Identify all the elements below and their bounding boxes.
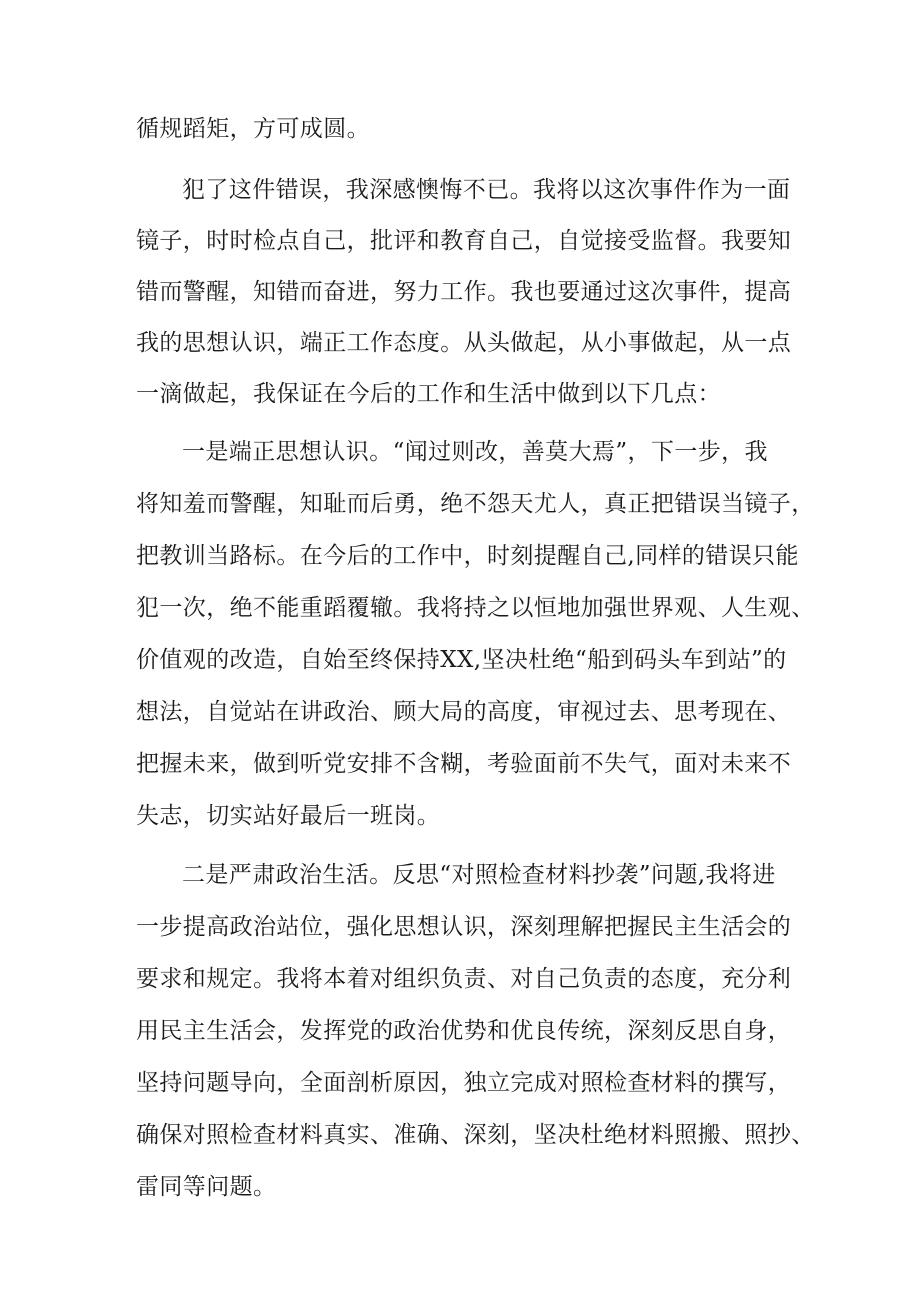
- paragraph-2-line-5: 一滴做起，我保证在今后的工作和生活中做到以下几点：: [136, 381, 721, 407]
- paragraph-1-line-1: 循规蹈矩，方可成圆。: [136, 116, 370, 142]
- paragraph-4-line-3: 要求和规定。我将本着对组织负责、对自己负责的态度，充分利: [136, 966, 792, 992]
- paragraph-3-line-6: 想法，自觉站在讲政治、顾大局的高度，审视过去、思考现在、: [136, 699, 792, 725]
- paragraph-3-line-2: 将知羞而警醒，知耻而后勇，绝不怨天尤人，真正把错误当镜子，: [136, 491, 815, 517]
- paragraph-4-line-7: 雷同等问题。: [136, 1174, 277, 1200]
- paragraph-3-line-4: 犯一次，绝不能重蹈覆辙。我将持之以恒地加强世界观、人生观、: [136, 595, 815, 621]
- paragraph-4-line-2: 一步提高政治站位，强化思想认识，深刻理解把握民主生活会的: [136, 914, 792, 940]
- paragraph-2-line-2: 镜子，时时检点自己，批评和教育自己，自觉接受监督。我要知: [136, 228, 792, 254]
- paragraph-4-line-1: 二是严肃政治生活。反思“对照检查材料抄袭”问题,我将进: [182, 862, 776, 888]
- paragraph-4-line-4: 用民主生活会，发挥党的政治优势和优良传统，深刻反思自身，: [136, 1018, 792, 1044]
- paragraph-3-line-3: 把教训当路标。在今后的工作中，时刻提醒自己,同样的错误只能: [136, 543, 799, 569]
- paragraph-3-line-7: 把握未来，做到听党安排不含糊，考验面前不失气，面对未来不: [136, 751, 792, 777]
- paragraph-3-line-8: 失志，切实站好最后一班岗。: [136, 803, 441, 829]
- paragraph-3-line-5: 价值观的改造，自始至终保持XX,坚决杜绝“船到码头车到站”的: [136, 647, 787, 673]
- paragraph-4-line-6: 确保对照检查材料真实、准确、深刻，坚决杜绝材料照搬、照抄、: [136, 1122, 815, 1148]
- paragraph-2-line-3: 错而警醒，知错而奋进，努力工作。我也要通过这次事件，提高: [136, 279, 792, 305]
- paragraph-3-line-1: 一是端正思想认识。“闻过则改，善莫大焉”，下一步，我: [182, 439, 768, 465]
- paragraph-2-line-4: 我的思想认识，端正工作态度。从头做起，从小事做起，从一点: [136, 330, 792, 356]
- paragraph-2-line-1: 犯了这件错误，我深感懊悔不已。我将以这次事件作为一面: [182, 177, 791, 203]
- paragraph-4-line-5: 坚持问题导向，全面剖析原因，独立完成对照检查材料的撰写，: [136, 1070, 792, 1096]
